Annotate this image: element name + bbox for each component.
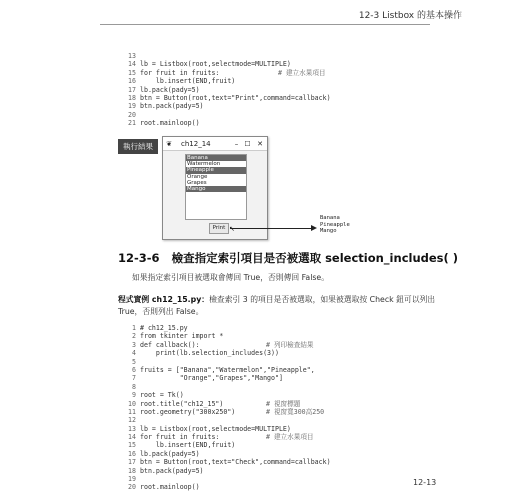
code-comment: # 視窗寬300高250 (266, 407, 325, 416)
line-number: 20 (128, 483, 136, 492)
code-line (118, 475, 331, 483)
code-text: lb.insert(END,fruit) (140, 441, 236, 450)
section-heading (118, 250, 458, 266)
code-line (118, 441, 331, 449)
code-line (118, 332, 331, 340)
example-intro (118, 294, 438, 318)
line-number: 5 (132, 357, 136, 366)
code-line (118, 433, 331, 441)
line-number: 8 (132, 382, 136, 391)
close-icon[interactable]: ✕ (257, 139, 263, 148)
arrow-head-icon (311, 225, 317, 231)
code-line (118, 408, 331, 416)
code-text: btn = Button(root,text="Print",command=callback) (140, 93, 331, 102)
line-number: 4 (132, 349, 136, 358)
code-comment: # 建立水果項目 (278, 68, 326, 77)
code-line (118, 86, 331, 94)
code-block-1 (118, 52, 331, 128)
code-line (118, 94, 331, 102)
code-line (118, 400, 331, 408)
page-header: 12-3 Listbox 的基本操作 (358, 11, 462, 21)
line-number: 19 (128, 102, 136, 111)
code-block-2 (118, 324, 331, 492)
code-text: lb.pack(pady=5) (140, 449, 200, 458)
output-line: Banana (320, 215, 340, 221)
line-number: 19 (128, 475, 136, 484)
code-line (118, 52, 331, 60)
line-number: 7 (132, 374, 136, 383)
code-line (118, 102, 331, 110)
section-number: 12-3-6 (118, 251, 160, 265)
code-line (118, 349, 331, 357)
code-text: root.mainloop() (140, 119, 200, 128)
code-comment: # 視窗標題 (266, 399, 301, 408)
code-text: btn = Button(root,text="Check",command=callback) (140, 458, 331, 467)
print-button[interactable]: Print (209, 223, 229, 234)
output-line: Mango (320, 228, 337, 234)
code-line (118, 458, 331, 466)
line-number: 15 (128, 68, 136, 77)
line-number: 18 (128, 466, 136, 475)
line-number: 3 (132, 340, 136, 349)
code-line (118, 77, 331, 85)
example-label: 程式實例 ch12_15.py： (118, 295, 210, 304)
code-text: # ch12_15.py (140, 324, 188, 332)
line-number: 20 (128, 110, 136, 119)
feather-icon: ❦ (166, 139, 172, 148)
code-line (118, 324, 331, 332)
line-number: 17 (128, 458, 136, 467)
code-text: def callback(): (140, 340, 200, 349)
section-paragraph: 如果指定索引項目被選取會傳回 True，否則傳回 False。 (132, 273, 330, 282)
code-line (118, 416, 331, 424)
listbox-item[interactable]: Mango (186, 186, 246, 192)
code-line (118, 366, 331, 374)
line-number: 2 (132, 332, 136, 341)
code-text: fruits = ["Banana","Watermelon","Pineapple", (140, 365, 315, 374)
code-line (118, 467, 331, 475)
line-number: 14 (128, 60, 136, 69)
header-divider (100, 24, 430, 25)
code-text: "Orange","Grapes","Mango"] (140, 374, 283, 383)
maximize-icon[interactable]: ☐ (244, 139, 251, 148)
console-output (320, 215, 350, 235)
code-text: from tkinter import * (140, 332, 224, 341)
listbox-item[interactable]: Grapes (187, 179, 207, 186)
code-text: for fruit in fruits: (140, 433, 220, 442)
page-number: 12-13 (413, 478, 437, 487)
code-text: lb = Listbox(root,selectmode=MULTIPLE) (140, 424, 291, 433)
code-text: lb = Listbox(root,selectmode=MULTIPLE) (140, 60, 291, 69)
line-number: 15 (128, 441, 136, 450)
output-line: Pineapple (320, 221, 350, 228)
section-title: 檢查指定索引項目是否被選取 selection_includes( ) (171, 251, 459, 265)
line-number: 13 (128, 424, 136, 433)
code-comment: # 列印檢查結果 (266, 340, 314, 349)
listbox-item[interactable]: Orange (187, 173, 208, 180)
fruit-listbox[interactable] (185, 154, 247, 220)
line-number: 21 (128, 119, 136, 128)
code-line (118, 60, 331, 68)
line-number: 9 (132, 391, 136, 400)
line-number: 14 (128, 433, 136, 442)
code-line (118, 341, 331, 349)
line-number: 11 (128, 407, 136, 416)
line-number: 18 (128, 93, 136, 102)
window-titlebar (163, 137, 267, 151)
code-text: root.geometry("300x250") (140, 407, 236, 416)
line-number: 17 (128, 85, 136, 94)
minimize-icon[interactable]: – (234, 139, 239, 148)
code-line (118, 374, 331, 382)
code-line (118, 391, 331, 399)
code-line (118, 358, 331, 366)
code-line (118, 425, 331, 433)
arrow-line (230, 228, 315, 229)
code-text: print(lb.selection_includes(3)) (140, 349, 279, 358)
code-line (118, 69, 331, 77)
listbox-item[interactable]: Pineapple (186, 167, 246, 173)
window-title: ch12_14 (181, 139, 211, 148)
app-window (162, 136, 268, 240)
code-text: for fruit in fruits: (140, 68, 220, 77)
listbox-item[interactable]: Banana (186, 155, 246, 161)
line-number: 6 (132, 365, 136, 374)
code-text: lb.pack(pady=5) (140, 85, 200, 94)
code-line (118, 450, 331, 458)
result-label: 執行結果 (118, 139, 158, 154)
code-text: root = Tk() (140, 391, 184, 400)
line-number: 16 (128, 77, 136, 86)
code-text: btn.pack(pady=5) (140, 102, 204, 111)
code-text: lb.insert(END,fruit) (140, 77, 236, 86)
line-number: 12 (128, 416, 136, 425)
code-text: root.title("ch12_15") (140, 399, 224, 408)
line-number: 1 (132, 324, 136, 332)
code-line (118, 383, 331, 391)
code-text: btn.pack(pady=5) (140, 466, 204, 475)
cursor-icon: ↖ (229, 225, 235, 233)
line-number: 13 (128, 52, 136, 60)
code-line (118, 483, 331, 491)
line-number: 16 (128, 449, 136, 458)
code-text: root.mainloop() (140, 483, 200, 492)
example-text: 檢查索引 3 的項目是否被選取，如果被選取按 Check 鈕可以列出 True，否則列出 False。 (118, 295, 436, 316)
listbox-item[interactable]: Watermelon (187, 161, 221, 168)
code-line (118, 119, 331, 127)
code-comment: # 建立水果項目 (266, 433, 314, 442)
code-line (118, 111, 331, 119)
line-number: 10 (128, 399, 136, 408)
